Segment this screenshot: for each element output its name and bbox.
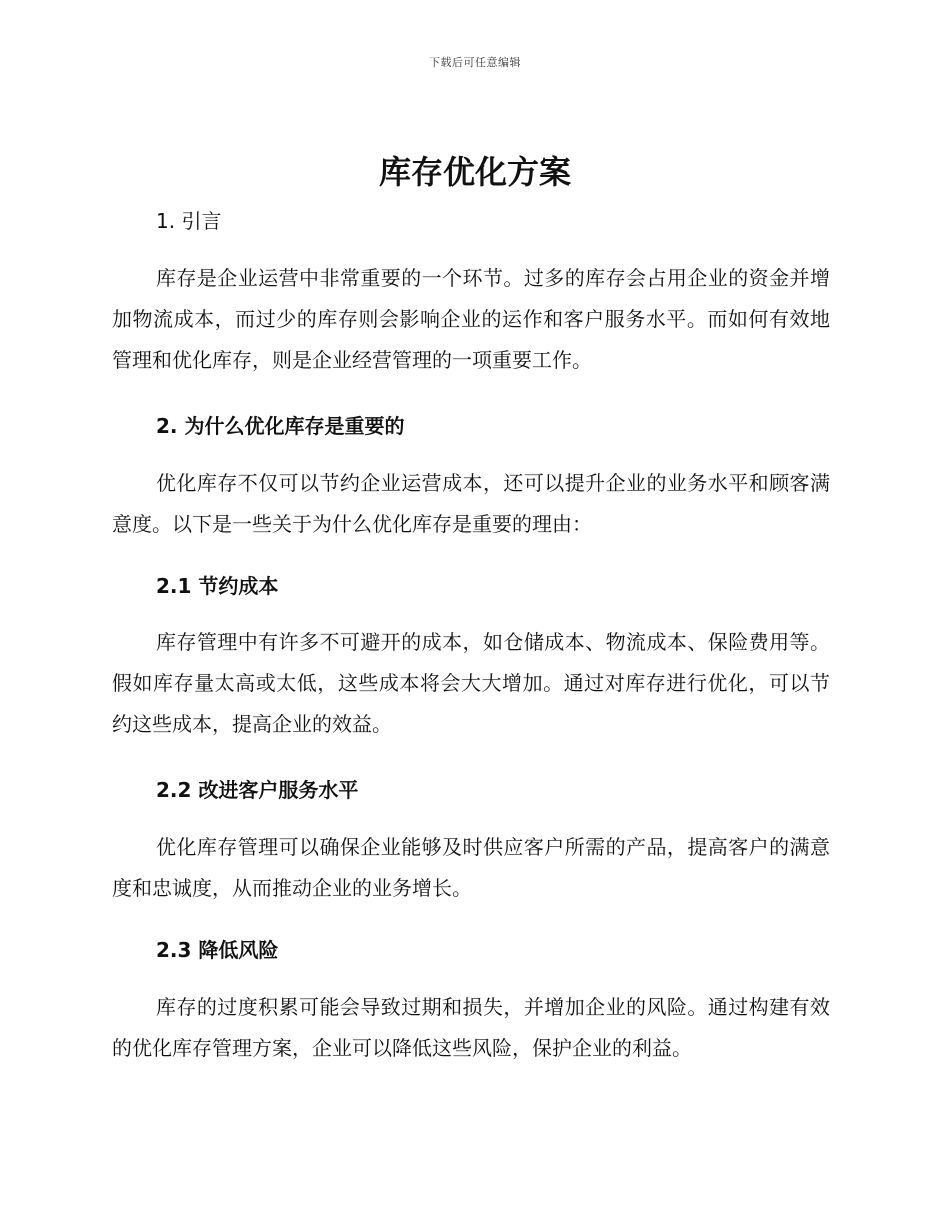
section-paragraph-risk: 库存的过度积累可能会导致过期和损失，并增加企业的风险。通过构建有效的优化库存管理方案，企业可以降低这些风险，保护企业的利益。 bbox=[112, 995, 830, 1060]
section-paragraph-service: 优化库存管理可以确保企业能够及时供应客户所需的产品，提高客户的满意度和忠诚度，从而推动企业的业务增长。 bbox=[112, 835, 830, 900]
section-heading-risk: 2.3 降低风险 bbox=[156, 938, 279, 962]
section-heading-cost: 2.1 节约成本 bbox=[156, 574, 279, 598]
header-note: 下载后可任意编辑 bbox=[429, 56, 521, 69]
section-heading-service: 2.2 改进客户服务水平 bbox=[156, 778, 359, 802]
section-paragraph-cost: 库存管理中有许多不可避开的成本，如仓储成本、物流成本、保险费用等。假如库存量太高或太低，这些成本将会大大增加。通过对库存进行优化，可以节约这些成本，提高企业的效益。 bbox=[112, 630, 830, 736]
section-heading-why: 2. 为什么优化库存是重要的 bbox=[156, 414, 405, 438]
section-heading-intro: 1. 引言 bbox=[156, 209, 222, 233]
document-title: 库存优化方案 bbox=[378, 153, 571, 191]
section-paragraph-why: 优化库存不仅可以节约企业运营成本，还可以提升企业的业务水平和顾客满意度。以下是一些关于为什么优化库存是重要的理由： bbox=[112, 471, 830, 536]
section-paragraph-intro: 库存是企业运营中非常重要的一个环节。过多的库存会占用企业的资金并增加物流成本，而过少的库存则会影响企业的运作和客户服务水平。而如何有效地管理和优化库存，则是企业经营管理的一项重要工作。 bbox=[112, 266, 830, 372]
